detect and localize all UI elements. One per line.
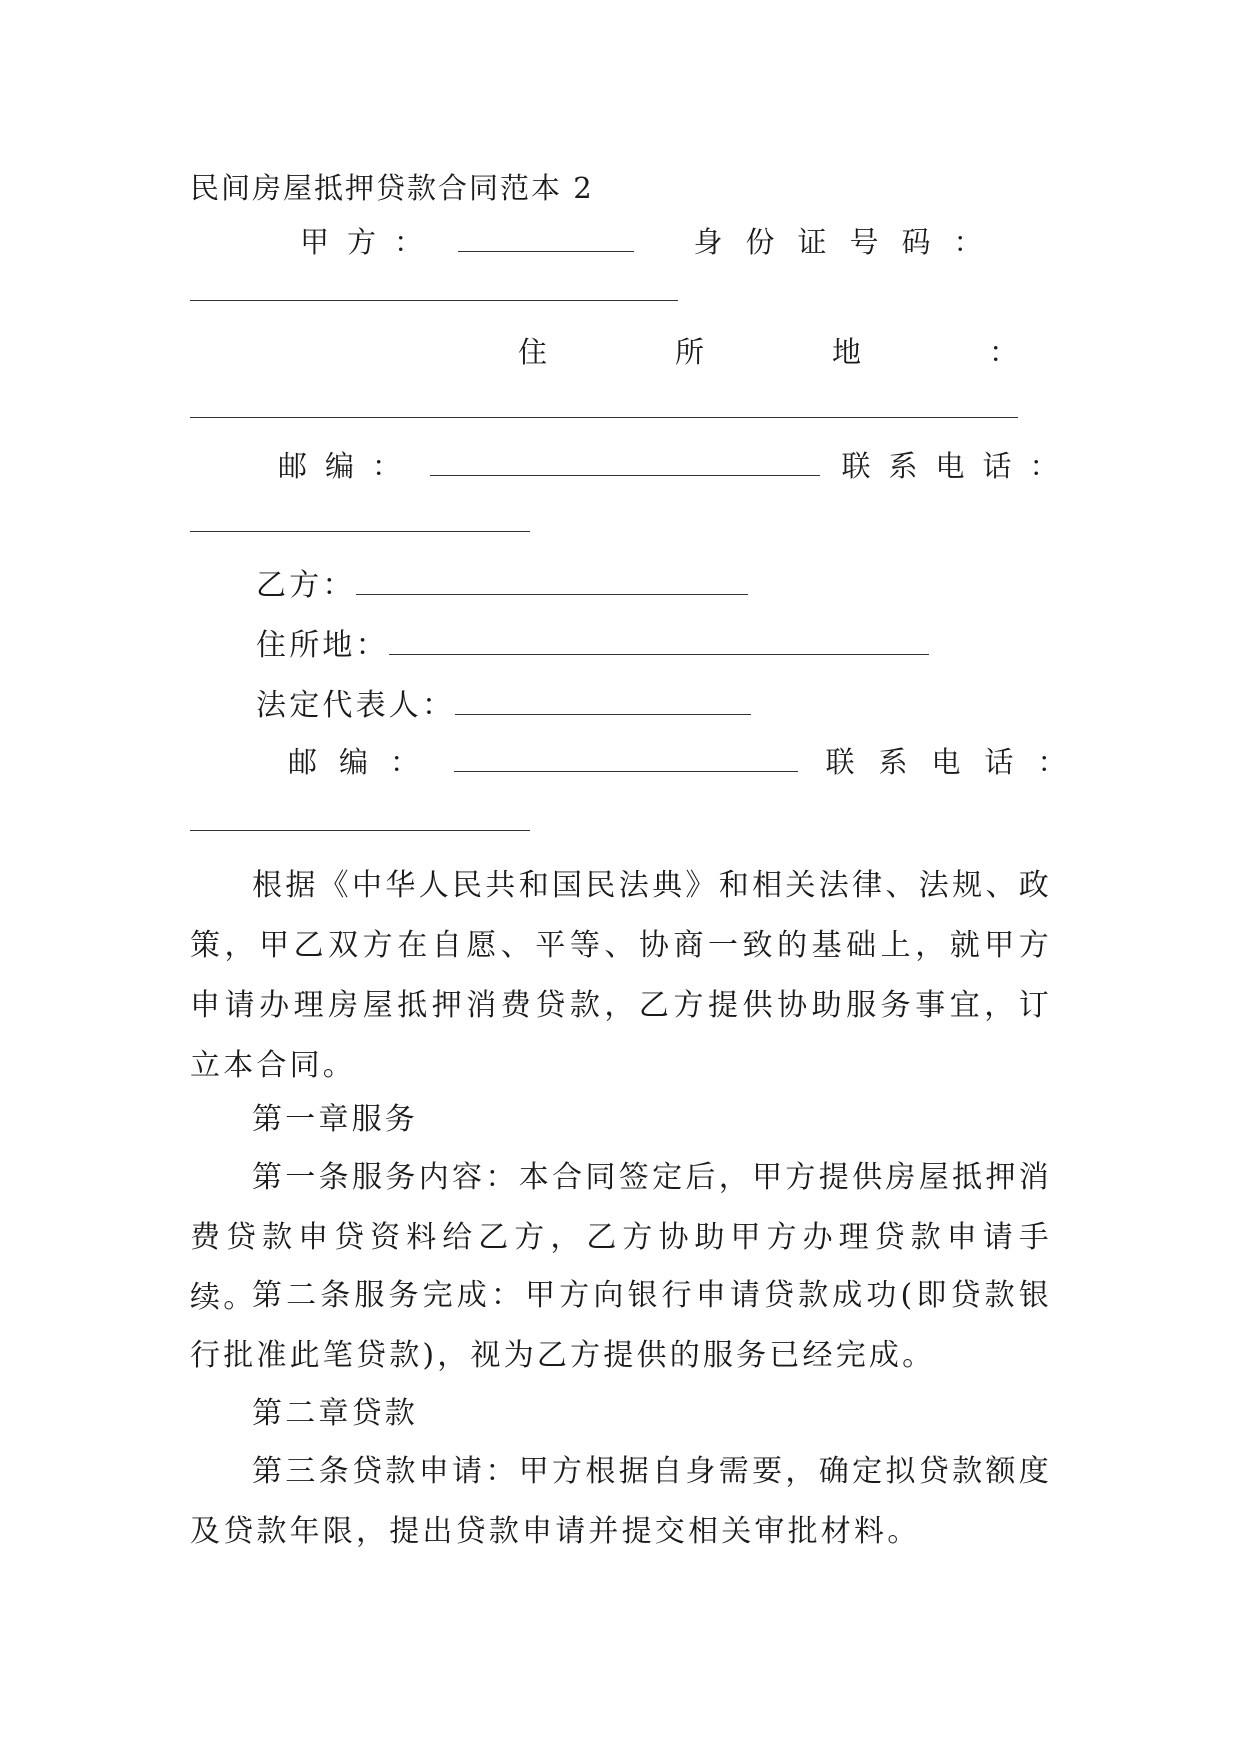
party-a-address-label-4: ： [988,335,1018,369]
party-b-postcode-field[interactable] [454,749,798,772]
party-b-postcode-label: 邮编： [288,745,442,779]
party-b-representative-label: 法定代表人： [256,688,456,723]
party-a-postcode-field[interactable] [430,453,820,476]
chapter-1-heading: 第一章服务 [252,1102,418,1137]
party-a-address-label-3: 地 [831,335,861,369]
party-a-id-label: 身份证号码： [693,225,1006,259]
party-a-label: 甲方： [300,225,442,259]
party-b-address-label: 住所地： [256,628,389,663]
party-a-postcode-label: 邮编： [278,449,420,483]
party-b-row [256,566,748,606]
party-a-address-label-1: 住 [518,335,548,369]
party-b-representative-row [256,686,751,726]
party-a-row [300,222,1050,262]
party-a-address-row [518,332,1018,372]
party-b-postcode-row [288,742,1091,782]
party-b-address-row [256,626,929,666]
article-2: 第二条服务完成：甲方向银行申请贷款成功(即贷款银行批准此笔贷款)，视为乙方提供的服务已经完成。 [190,1278,1052,1373]
party-a-address-field[interactable] [190,417,1018,418]
party-b-representative-field[interactable] [455,692,751,715]
intro-paragraph: 根据《中华人民共和国民法典》和相关法律、法规、政策，甲乙双方在自愿、平等、协商一致的基础上，就甲方申请办理房屋抵押消费贷款，乙方提供协助服务事宜，订立本合同。 [190,868,1052,1083]
party-b-label: 乙方： [256,568,356,603]
party-a-phone-label: 联系电话： [841,449,1077,483]
article-3: 第三条贷款申请：甲方根据自身需要，确定拟贷款额度及贷款年限，提出贷款申请并提交相关审批材料。 [190,1454,1052,1549]
party-b-phone-field[interactable] [190,830,530,831]
chapter-2-heading: 第二章贷款 [252,1396,418,1431]
party-b-phone-label: 联系电话： [825,745,1091,779]
article-1: 第一条服务内容：本合同签定后，甲方提供房屋抵押消费贷款申贷资料给乙方，乙方协助甲方办理贷款申请手续。 [190,1160,1052,1315]
party-a-id-field[interactable] [190,300,678,301]
party-b-name-field[interactable] [356,572,748,595]
party-a-name-field[interactable] [458,229,634,252]
party-b-address-field[interactable] [389,632,929,655]
party-a-address-label-2: 所 [674,335,704,369]
document-title: 民间房屋抵押贷款合同范本 2 [190,171,594,205]
party-a-phone-field[interactable] [190,531,530,532]
party-a-postcode-row [278,446,1077,486]
